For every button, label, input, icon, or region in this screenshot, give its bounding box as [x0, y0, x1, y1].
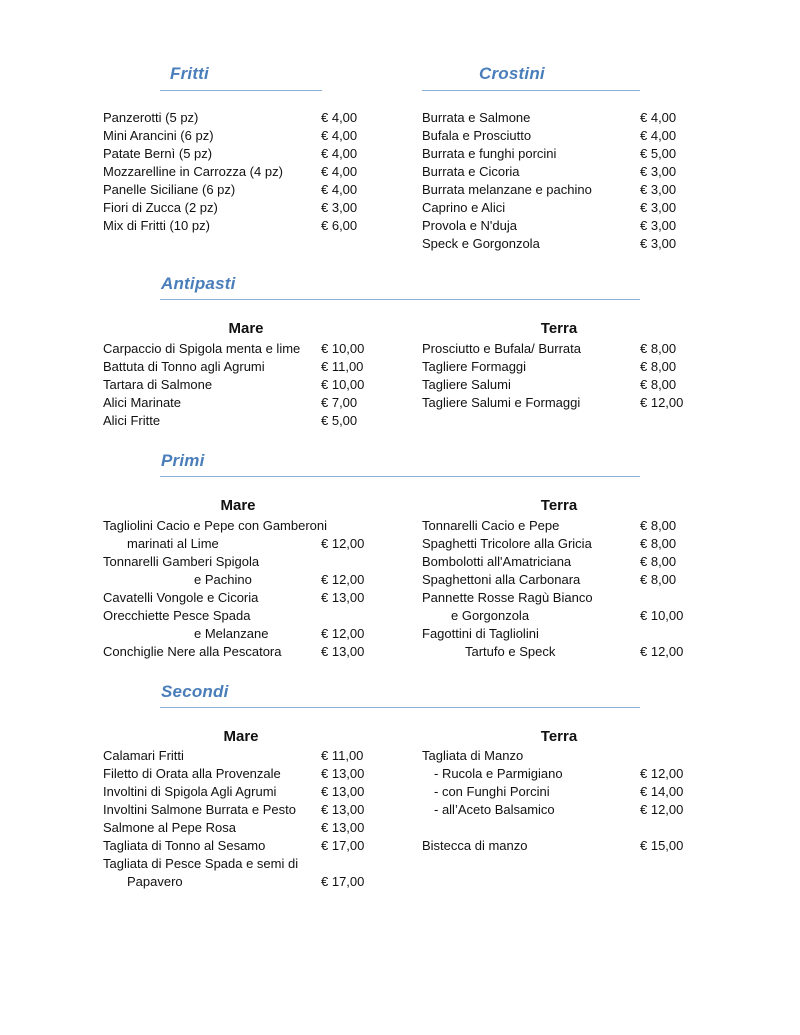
menu-item-price: € 15,00 [640, 838, 684, 853]
menu-item-name: Tonnarelli Gamberi Spigola [103, 554, 260, 569]
menu-item-name: Tagliere Salumi e Formaggi [422, 395, 581, 410]
menu-item-price: € 13,00 [321, 590, 365, 605]
menu-item-name: Tagliere Formaggi [422, 359, 527, 374]
primi-heading: Primi [161, 451, 205, 470]
menu-item-price: € 3,00 [640, 218, 677, 233]
menu-item-name: Fiori di Zucca (2 pz) [103, 200, 218, 215]
menu-item-price: € 12,00 [640, 766, 684, 781]
menu-item-name: Provola e N'duja [422, 218, 517, 233]
menu-item-name: Papavero [127, 874, 183, 889]
menu-item-price: € 4,00 [640, 128, 677, 143]
menu-item-name: marinati al Lime [127, 536, 219, 551]
menu-item-price: € 17,00 [321, 874, 365, 889]
crostini-heading: Crostini [479, 64, 545, 83]
menu-item-price: € 5,00 [321, 413, 358, 428]
menu-item-name: e Gorgonzola [451, 608, 530, 623]
menu-item-name: Alici Marinate [103, 395, 182, 410]
menu-item-price: € 8,00 [640, 518, 677, 533]
menu-item-name: Tagliata di Manzo [422, 748, 524, 763]
menu-item-price: € 4,00 [321, 146, 358, 161]
menu-item-price: € 13,00 [321, 766, 365, 781]
menu-item-name: Pannette Rosse Ragù Bianco [422, 590, 593, 605]
menu-item-name: Tagliata di Pesce Spada e semi di [103, 856, 299, 871]
crostini-rule [422, 90, 640, 91]
menu-item-price: € 8,00 [640, 572, 677, 587]
menu-item-price: € 5,00 [640, 146, 677, 161]
secondi-terra-subheading: Terra [540, 728, 578, 745]
menu-item-name: Caprino e Alici [422, 200, 506, 215]
menu-item-price: € 10,00 [321, 377, 365, 392]
menu-item-name: e Melanzane [194, 626, 269, 641]
menu-item-price: € 3,00 [640, 182, 677, 197]
menu-item-price: € 12,00 [321, 572, 365, 587]
menu-item-name: Orecchiette Pesce Spada [103, 608, 251, 623]
menu-item-name: Burrata e Cicoria [422, 164, 520, 179]
menu-item-name: Tartufo e Speck [465, 644, 556, 659]
menu-item-price: € 13,00 [321, 644, 365, 659]
menu-item-name: Tagliere Salumi [422, 377, 511, 392]
antipasti-terra-subheading: Terra [540, 320, 578, 337]
menu-item-name: Calamari Fritti [103, 748, 184, 763]
menu-item-name: Mini Arancini (6 pz) [103, 128, 214, 143]
menu-item-name: Bufala e Prosciutto [422, 128, 532, 143]
menu-item-name: Burrata e funghi porcini [422, 146, 557, 161]
secondi-heading: Secondi [161, 682, 229, 701]
menu-item-price: € 10,00 [640, 608, 684, 623]
menu-item-name: Burrata e Salmone [422, 110, 531, 125]
menu-item-name: Fagottini di Tagliolini [422, 626, 539, 641]
menu-item-price: € 4,00 [321, 110, 358, 125]
menu-item-name: Speck e Gorgonzola [422, 236, 540, 251]
menu-item-price: € 4,00 [640, 110, 677, 125]
menu-item-price: € 13,00 [321, 820, 365, 835]
menu-item-name: Cavatelli Vongole e Cicoria [103, 590, 259, 605]
menu-item-price: € 11,00 [321, 748, 364, 763]
menu-item-name: Tagliata di Tonno al Sesamo [103, 838, 266, 853]
menu-item-name: Patate Bernì (5 pz) [103, 146, 213, 161]
menu-item-name: Panzerotti (5 pz) [103, 110, 199, 125]
menu-item-name: Involtini di Spigola Agli Agrumi [103, 784, 277, 799]
menu-item-name: Bombolotti all'Amatriciana [422, 554, 572, 569]
fritti-rule [160, 90, 322, 91]
menu-item-price: € 8,00 [640, 554, 677, 569]
menu-item-price: € 4,00 [321, 128, 358, 143]
menu-item-name: Carpaccio di Spigola menta e lime [103, 341, 301, 356]
menu-item-name: Salmone al Pepe Rosa [103, 820, 236, 835]
antipasti-rule [160, 299, 640, 300]
menu-item-price: € 13,00 [321, 802, 365, 817]
primi-mare-subheading: Mare [220, 497, 256, 514]
menu-item-name: - all’Aceto Balsamico [434, 802, 555, 817]
menu-item-price: € 3,00 [640, 236, 677, 251]
menu-item-price: € 17,00 [321, 838, 365, 853]
menu-item-price: € 3,00 [640, 200, 677, 215]
menu-item-price: € 8,00 [640, 536, 677, 551]
secondi-rule [160, 707, 640, 708]
primi-rule [160, 476, 640, 477]
menu-item-name: Battuta di Tonno agli Agrumi [103, 359, 265, 374]
menu-item-name: Tonnarelli Cacio e Pepe [422, 518, 560, 533]
menu-item-price: € 3,00 [321, 200, 358, 215]
menu-item-name: Involtini Salmone Burrata e Pesto [103, 802, 296, 817]
menu-item-name: Conchiglie Nere alla Pescatora [103, 644, 282, 659]
menu-item-name: Mozzarelline in Carrozza (4 pz) [103, 164, 283, 179]
fritti-heading: Fritti [170, 64, 209, 83]
menu-item-name: - con Funghi Porcini [434, 784, 550, 799]
menu-item-price: € 10,00 [321, 341, 365, 356]
menu-item-price: € 12,00 [321, 536, 365, 551]
menu-item-price: € 8,00 [640, 341, 677, 356]
menu-item-name: Mix di Fritti (10 pz) [103, 218, 210, 233]
menu-item-price: € 4,00 [321, 182, 358, 197]
primi-terra-subheading: Terra [540, 497, 578, 514]
menu-item-price: € 8,00 [640, 359, 677, 374]
menu-item-price: € 14,00 [640, 784, 684, 799]
menu-item-name: Filetto di Orata alla Provenzale [103, 766, 281, 781]
secondi-mare-subheading: Mare [223, 728, 259, 745]
menu-item-name: Alici Fritte [103, 413, 161, 428]
menu-item-name: Spaghettoni alla Carbonara [422, 572, 581, 587]
menu-item-name: Burrata melanzane e pachino [422, 182, 592, 197]
menu-item-price: € 12,00 [640, 644, 684, 659]
menu-item-price: € 7,00 [321, 395, 358, 410]
menu-item-price: € 11,00 [321, 359, 364, 374]
menu-item-price: € 12,00 [640, 802, 684, 817]
menu-item-price: € 12,00 [640, 395, 684, 410]
menu-item-name: Spaghetti Tricolore alla Gricia [422, 536, 592, 551]
antipasti-heading: Antipasti [161, 274, 236, 293]
menu-item-price: € 3,00 [640, 164, 677, 179]
menu-item-name: Panelle Siciliane (6 pz) [103, 182, 236, 197]
menu-item-name: - Rucola e Parmigiano [434, 766, 563, 781]
menu-item-name: Prosciutto e Bufala/ Burrata [422, 341, 581, 356]
menu-item-price: € 12,00 [321, 626, 365, 641]
menu-item-name: Tartara di Salmone [103, 377, 213, 392]
menu-item-name: Bistecca di manzo [422, 838, 528, 853]
menu-item-price: € 8,00 [640, 377, 677, 392]
menu-item-price: € 13,00 [321, 784, 365, 799]
menu-item-price: € 4,00 [321, 164, 358, 179]
menu-item-price: € 6,00 [321, 218, 358, 233]
menu-item-name: e Pachino [194, 572, 252, 587]
menu-item-name: Tagliolini Cacio e Pepe con Gamberoni [103, 518, 328, 533]
antipasti-mare-subheading: Mare [228, 320, 264, 337]
